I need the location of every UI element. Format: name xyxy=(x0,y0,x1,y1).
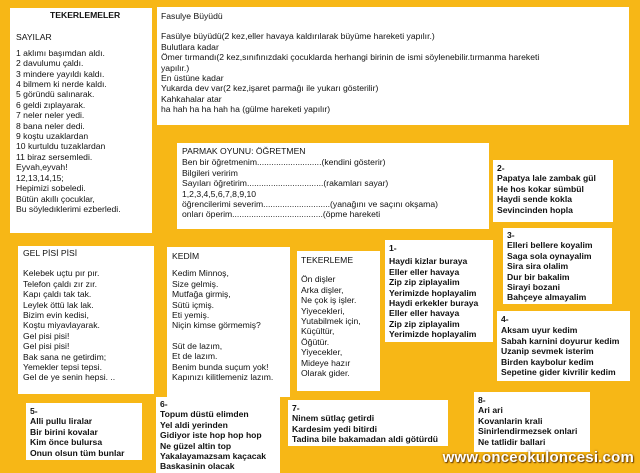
card-ari xyxy=(474,392,590,452)
card-haydi xyxy=(385,240,493,342)
card-number: 8- xyxy=(478,395,486,405)
site-watermark: www.onceokuloncesi.com xyxy=(442,449,634,466)
poem-line: Papatya lale zambak gül xyxy=(497,173,596,184)
card-parmak-oyunu xyxy=(177,143,489,229)
poem-line: Eller eller havaya xyxy=(389,308,460,319)
poem-lines xyxy=(292,413,444,444)
poem-line: Hepimizi sobeledi. xyxy=(16,183,86,194)
poem-line: Topum düstü elimden xyxy=(160,409,249,420)
poem-line: Sepetine gider kivrilir kedim xyxy=(501,367,616,378)
poem-line: 4 bilmem ki nerde kaldı. xyxy=(16,79,107,90)
card-fasulye xyxy=(157,7,629,125)
poem-line: Baskasinin olacak xyxy=(160,461,235,472)
poem-line: Kardesim yedi bitirdi xyxy=(292,423,378,434)
poem-line: Zip zip ziplayalim xyxy=(389,318,460,329)
poem-line: 8 bana neler dedi. xyxy=(16,120,85,131)
poem-line: Yakalayamazsam kaçacak xyxy=(160,451,267,462)
card-title: TEKERLEME xyxy=(301,255,354,265)
poem-line: Aksam uyur kedim xyxy=(501,325,578,336)
poem-line: Mutfağa girmiş, xyxy=(172,289,231,300)
poem-lines xyxy=(30,416,138,458)
poem-line: Ön dişler xyxy=(301,274,336,285)
poem-line: Sabah karnini doyurur kedim xyxy=(501,335,620,346)
poem-line: Elleri bellere koyalim xyxy=(507,240,593,251)
poem-line: Yel aldi yerinden xyxy=(160,419,228,430)
poem-line: Gidiyor iste hop hop hop xyxy=(160,430,262,441)
poem-line: Kapı çaldı tak tak. xyxy=(23,289,92,300)
poem-line: Fasülye büyüdü(2 kez,eller havaya kaldırılarak büyüme hareketi yapılır.) xyxy=(161,31,435,42)
poem-line: 10 kurtuldu tuzaklardan xyxy=(16,141,106,152)
poem-line: Kedim Minnoş, xyxy=(172,268,229,279)
poem-line: Gel de ye senin hepsi. .. xyxy=(23,372,116,383)
poem-line: Sirayi bozani xyxy=(507,282,561,293)
poem-line: Sütü içmiş. xyxy=(172,299,215,310)
poem-line: Yiyecekler, xyxy=(301,347,343,358)
poem-line: Ne güzel altin top xyxy=(160,440,232,451)
poem-line: yapılır.) xyxy=(161,62,190,73)
poem-lines xyxy=(507,240,608,302)
card-number: 6- xyxy=(160,399,168,409)
poem-line: Koştu miyavlayarak. xyxy=(23,320,100,331)
poem-line: Leylek öttü lak lak. xyxy=(23,299,94,310)
poem-line: öğrencilerimi severim............................(yanağını ve saçını okşama) xyxy=(182,199,438,210)
poem-line: Ömer tırmandı(2 kez,sınıfınızdaki çocuklarda herhangi birinin de ismi söylenebilir.tırmanma hareketi xyxy=(161,52,540,63)
poem-line xyxy=(172,331,285,341)
poem-lines xyxy=(182,157,484,219)
poem-line: Ne çok iş işler. xyxy=(301,295,357,306)
poem-line: Gel pisi pisi! xyxy=(23,341,70,352)
poem-line: 2 davulumu çaldı. xyxy=(16,58,84,69)
poem-line: Gel pisi pisi! xyxy=(23,330,70,341)
card-number: 5- xyxy=(30,406,38,416)
card-sayilar xyxy=(10,8,152,233)
poem-line: 5 göründü salınarak. xyxy=(16,89,95,100)
poem-line: Kovanlarin krali xyxy=(478,415,543,426)
poem-line: Niçin kimse görmemiş? xyxy=(172,320,261,331)
poem-line: Bulutlara kadar xyxy=(161,41,219,52)
poem-line: Süt de lazım, xyxy=(172,340,223,351)
poem-line: Eyvah,eyvah! xyxy=(16,162,68,173)
poem-line: He hos kokar sümbül xyxy=(497,183,584,194)
poem-line: Alli pullu liralar xyxy=(30,416,93,427)
poem-line: Tadina bile bakamadan aldi götürdü xyxy=(292,434,438,445)
card-elleri xyxy=(503,228,612,304)
card-title: GEL PİSİ PİSİ xyxy=(23,248,78,258)
card-tekerleme xyxy=(297,251,380,391)
poem-line: Bir birini kovalar xyxy=(30,426,98,437)
poem-line: Kim önce bulursa xyxy=(30,437,103,448)
page-heading: TEKERLEMELER xyxy=(50,10,121,20)
poem-line: 9 koştu uzaklardan xyxy=(16,131,89,142)
poem-line: 12,13,14,15; xyxy=(16,172,64,183)
poem-line: Ari ari xyxy=(478,405,503,416)
poem-line: Yerimizde hoplayalim xyxy=(389,287,477,298)
card-number: 2- xyxy=(497,163,505,173)
poem-line: 1,2,3,4,5,6,7,8,9,10 xyxy=(182,188,257,199)
poem-line: Et de lazım. xyxy=(172,351,218,362)
poem-lines xyxy=(160,409,276,471)
poem-line: Eller eller havaya xyxy=(389,266,460,277)
poem-line: Sira sira olalim xyxy=(507,261,569,272)
poem-line: Yemekler tepsi tepsi. xyxy=(23,362,102,373)
poem-line: Zip zip ziplayalim xyxy=(389,277,460,288)
card-topum xyxy=(156,397,280,473)
poem-lines xyxy=(497,173,609,215)
card-title: SAYILAR xyxy=(16,32,52,43)
poem-lines xyxy=(478,405,586,447)
card-title: PARMAK OYUNU: ÖĞRETMEN xyxy=(182,146,306,156)
card-papatya xyxy=(493,160,613,222)
card-ninem xyxy=(288,400,448,446)
poem-line: Ben bir öğretmenim...........................(kendini gösterir) xyxy=(182,157,386,168)
poem-line: Sevincinden hopla xyxy=(497,204,573,215)
poem-line: Haydi kizlar buraya xyxy=(389,256,468,267)
poem-lines xyxy=(501,325,626,377)
card-number: 1- xyxy=(389,243,397,253)
poem-line: Bilgileri veririm xyxy=(182,167,238,178)
poem-lines xyxy=(23,268,149,382)
poem-line: Bizim evin kedisi, xyxy=(23,310,89,321)
poem-line: Arka dişler, xyxy=(301,284,344,295)
poem-line: Olarak gider. xyxy=(301,368,350,379)
poem-line: Saga sola oynayalim xyxy=(507,250,592,261)
poem-line: Haydi erkekler buraya xyxy=(389,298,479,309)
poem-line: Kelebek uçtu pır pır. xyxy=(23,268,100,279)
poem-line: Birden kaybolur kedim xyxy=(501,356,594,367)
poem-line: Kapınızı kilitlemeniz lazım. xyxy=(172,372,274,383)
poem-line: Mideye hazır xyxy=(301,357,351,368)
poem-line: Bu söyledıklerimi ezberledi. xyxy=(16,203,121,214)
poem-line: Telefon çaldı zır zır. xyxy=(23,278,98,289)
poem-lines xyxy=(16,48,146,215)
card-number: 7- xyxy=(292,403,300,413)
poem-lines xyxy=(172,268,285,382)
poem-lines xyxy=(161,31,625,114)
poem-line: Sinirlendirmezsek onlari xyxy=(478,426,578,437)
poem-line: Yukarda dev var(2 kez,işaret parmağı ile yukarı gösterilir) xyxy=(161,83,379,94)
poem-line: Yutabilmek için, xyxy=(301,316,361,327)
card-number: 4- xyxy=(501,314,509,324)
poem-line: 7 neler neler yedi. xyxy=(16,110,85,121)
poem-line: Yiyecekleri, xyxy=(301,305,345,316)
poem-line: En üstüne kadar xyxy=(161,73,224,84)
poem-line: Kahkahalar atar xyxy=(161,93,222,104)
poem-line: 11 biraz sersemledi. xyxy=(16,151,93,162)
poem-line: Dur bir bakalim xyxy=(507,271,570,282)
card-title: KEDİM xyxy=(172,251,200,261)
card-aksam xyxy=(497,311,630,381)
poem-line: Ne tatlidir ballari xyxy=(478,436,546,447)
poem-line: Küçültür, xyxy=(301,326,335,337)
card-number: 3- xyxy=(507,230,515,240)
poem-line: ha hah ha ha hah ha (gülme hareketi yapılır) xyxy=(161,104,331,115)
poem-line: Bak sana ne getirdim; xyxy=(23,351,107,362)
card-title: Fasulye Büyüdü xyxy=(161,11,223,21)
card-gel-pisi-pisi xyxy=(18,246,154,394)
poem-line: Sayıları öğretirim................................(rakamları sayar) xyxy=(182,178,389,189)
poem-line: 6 geldi zıplayarak. xyxy=(16,99,86,110)
card-kedim xyxy=(167,247,290,397)
poem-line: Uzanip sevmek isterim xyxy=(501,346,594,357)
poem-line: Ninem sütlaç getirdi xyxy=(292,413,375,424)
poem-line: Size gelmiş. xyxy=(172,278,219,289)
poem-line: Onun olsun tüm bunlar xyxy=(30,447,125,458)
poem-line: 1 aklımı başımdan aldı. xyxy=(16,47,105,58)
poem-line: onları öperim......................................(öpme hareketi xyxy=(182,209,381,220)
poem-line: Eti yemiş. xyxy=(172,310,210,321)
poem-line: Bahçeye almayalim xyxy=(507,292,587,303)
card-alli-pullu xyxy=(26,403,142,460)
poem-lines xyxy=(389,256,489,339)
poem-line: Yerimizde hoplayalim xyxy=(389,329,477,340)
poem-line: Öğütür. xyxy=(301,336,330,347)
poem-line: 3 mindere yayıldı kaldı. xyxy=(16,68,105,79)
poem-line: Bütün akıllı çocuklar, xyxy=(16,193,95,204)
poem-lines xyxy=(301,274,376,378)
poem-line: Haydi sende kokla xyxy=(497,194,572,205)
poem-line: Benim bunda suçum yok! xyxy=(172,361,269,372)
